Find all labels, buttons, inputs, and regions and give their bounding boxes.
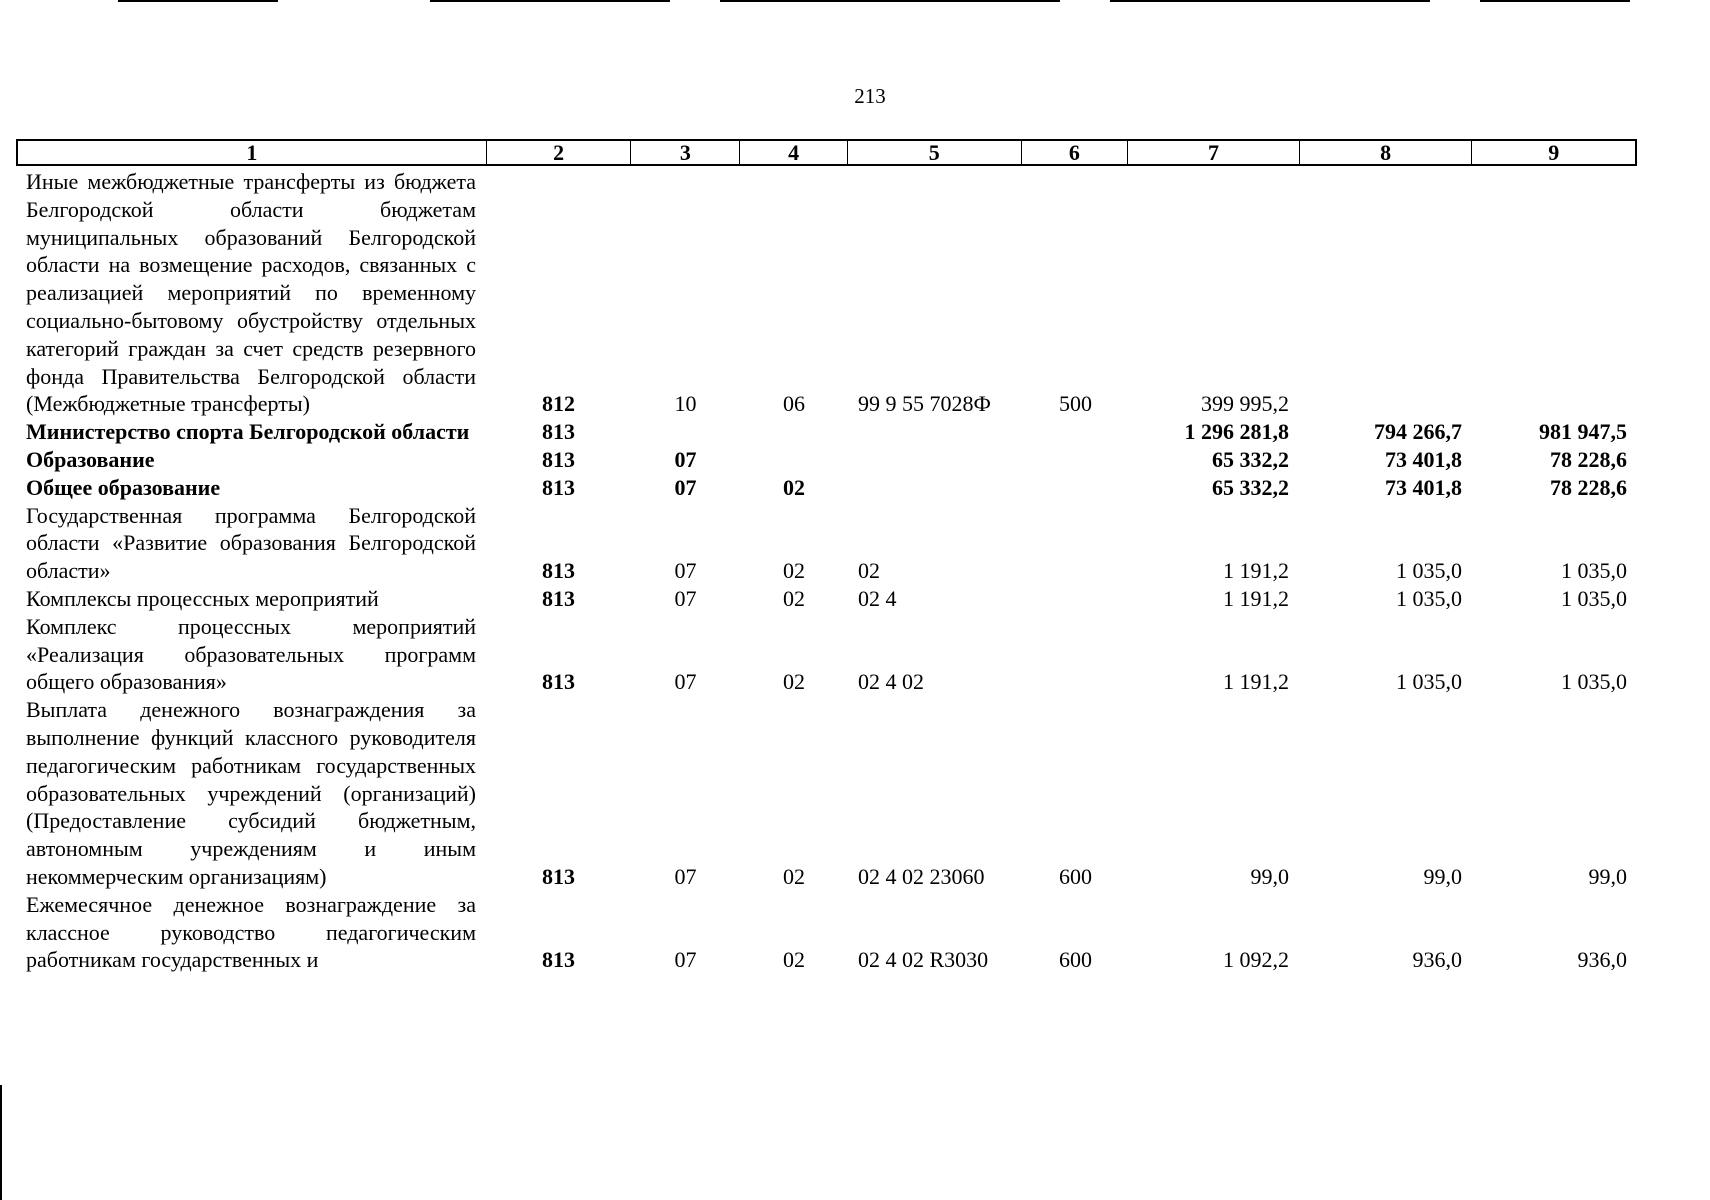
column-header-5: 5: [848, 141, 1022, 164]
cell-section: 07: [674, 863, 697, 889]
cell-ministry-code: 813: [542, 419, 575, 445]
table-row: [16, 474, 1637, 502]
cell-target-article: 02 4 02 R3030: [858, 947, 989, 973]
row-name: Государственная программа Белгородской области «Развитие образования Белгородской области»: [26, 502, 476, 584]
table-row: [16, 502, 1637, 585]
table-row: [16, 696, 1637, 891]
cell-amount-col8: 73 401,8: [1385, 446, 1462, 472]
cell-target-article: 02 4 02: [858, 669, 924, 695]
cell-amount-col7: 99,0: [1250, 863, 1289, 889]
cell-section: 07: [674, 558, 697, 584]
cell-target-article: 99 9 55 7028Ф: [858, 391, 991, 417]
cell-amount-col9: 99,0: [1588, 863, 1627, 889]
cell-amount-col8: 1 035,0: [1396, 669, 1462, 695]
column-header-8: 8: [1300, 141, 1473, 164]
cell-section: 07: [674, 947, 697, 973]
top-scan-rule: [720, 0, 1060, 2]
table-row: [16, 446, 1637, 474]
cell-subsection: 02: [783, 474, 805, 500]
cell-target-article: 02 4 02 23060: [858, 863, 985, 889]
cell-ministry-code: 813: [542, 446, 575, 472]
cell-amount-col7: 1 296 281,8: [1184, 419, 1289, 445]
cell-amount-col7: 65 332,2: [1212, 474, 1289, 500]
top-scan-rule: [430, 0, 670, 2]
cell-subsection: 02: [783, 863, 805, 889]
table-body: [16, 168, 1637, 974]
cell-amount-col9: 936,0: [1577, 947, 1627, 973]
cell-amount-col8: 99,0: [1423, 863, 1462, 889]
cell-target-article: 02: [858, 558, 880, 584]
row-name: Общее образование: [26, 474, 221, 500]
row-name: Комплекс процессных мероприятий «Реализация образовательных программ общего образования»: [26, 613, 476, 695]
cell-amount-col7: 1 191,2: [1223, 558, 1289, 584]
table-row: [16, 891, 1637, 974]
cell-amount-col8: 936,0: [1412, 947, 1462, 973]
cell-expense-type: 600: [1059, 863, 1092, 889]
row-name: Иные межбюджетные трансферты из бюджета Белгородской области бюджетам муниципальных образований Белгородской области на возмещение расходов, связанных с реализацией мероприятий по временному социально-бытовому обустройству отдельных категорий граждан за счет средств резервного фонда Правительства Белгородской области (Межбюджетные трансферты): [26, 169, 476, 417]
cell-amount-col8: 1 035,0: [1396, 558, 1462, 584]
table-header: [16, 139, 1637, 166]
row-name: Выплата денежного вознаграждения за выполнение функций классного руководителя педагогическим работникам государственных образовательных учреждений (организаций) (Предоставление субсидий бюджетным, автономным учреждениям и иным некоммерческим организациям): [26, 697, 476, 889]
column-header-7: 7: [1128, 141, 1300, 164]
cell-ministry-code: 813: [542, 474, 575, 500]
cell-amount-col7: 65 332,2: [1212, 446, 1289, 472]
column-header-9: 9: [1548, 139, 1560, 165]
table-row: [16, 613, 1637, 696]
cell-amount-col9: 1 035,0: [1561, 669, 1627, 695]
cell-section: 07: [674, 669, 697, 695]
cell-amount-col8: 1 035,0: [1396, 585, 1462, 611]
top-scan-rule: [1480, 0, 1630, 2]
cell-ministry-code: 813: [542, 585, 575, 611]
cell-ministry-code: 812: [542, 391, 575, 417]
column-header-4: 4: [740, 141, 848, 164]
cell-section: 07: [674, 474, 697, 500]
left-scan-rule: [0, 1085, 2, 1200]
cell-amount-col9: 981 947,5: [1539, 419, 1627, 445]
cell-amount-col9: 1 035,0: [1561, 585, 1627, 611]
cell-subsection: 02: [783, 558, 805, 584]
column-header-1: 1: [18, 141, 487, 164]
cell-amount-col9: 78 228,6: [1550, 474, 1627, 500]
cell-amount-col8: 794 266,7: [1374, 419, 1462, 445]
page-number: 213: [854, 84, 886, 108]
cell-ministry-code: 813: [542, 669, 575, 695]
table-row: [16, 585, 1637, 613]
cell-amount-col7: 1 191,2: [1223, 585, 1289, 611]
cell-amount-col9: 1 035,0: [1561, 558, 1627, 584]
row-name: Образование: [26, 446, 155, 472]
top-scan-rule: [1110, 0, 1430, 2]
cell-expense-type: 600: [1059, 947, 1092, 973]
cell-ministry-code: 813: [542, 863, 575, 889]
cell-subsection: 02: [783, 585, 805, 611]
cell-amount-col9: 78 228,6: [1550, 446, 1627, 472]
table-row: [16, 168, 1637, 418]
cell-ministry-code: 813: [542, 947, 575, 973]
cell-expense-type: 500: [1059, 391, 1092, 417]
row-name: Министерство спорта Белгородской области: [26, 419, 470, 445]
row-name: Ежемесячное денежное вознаграждение за классное руководство педагогическим работникам государственных и: [26, 891, 476, 973]
column-header-6: 6: [1022, 141, 1129, 164]
table-row: [16, 418, 1637, 446]
row-name: Комплексы процессных мероприятий: [26, 585, 379, 611]
cell-section: 10: [674, 391, 697, 417]
cell-subsection: 06: [783, 391, 805, 417]
top-scan-rule: [118, 0, 278, 2]
cell-amount-col7: 399 995,2: [1201, 391, 1289, 417]
column-header-3: 3: [631, 141, 740, 164]
cell-section: 07: [674, 585, 697, 611]
cell-amount-col7: 1 191,2: [1223, 669, 1289, 695]
column-header-2: 2: [487, 141, 632, 164]
cell-amount-col7: 1 092,2: [1223, 947, 1289, 973]
cell-ministry-code: 813: [542, 558, 575, 584]
cell-subsection: 02: [783, 669, 805, 695]
cell-subsection: 02: [783, 947, 805, 973]
cell-amount-col8: 73 401,8: [1385, 474, 1462, 500]
cell-target-article: 02 4: [858, 585, 897, 611]
cell-section: 07: [674, 446, 697, 472]
